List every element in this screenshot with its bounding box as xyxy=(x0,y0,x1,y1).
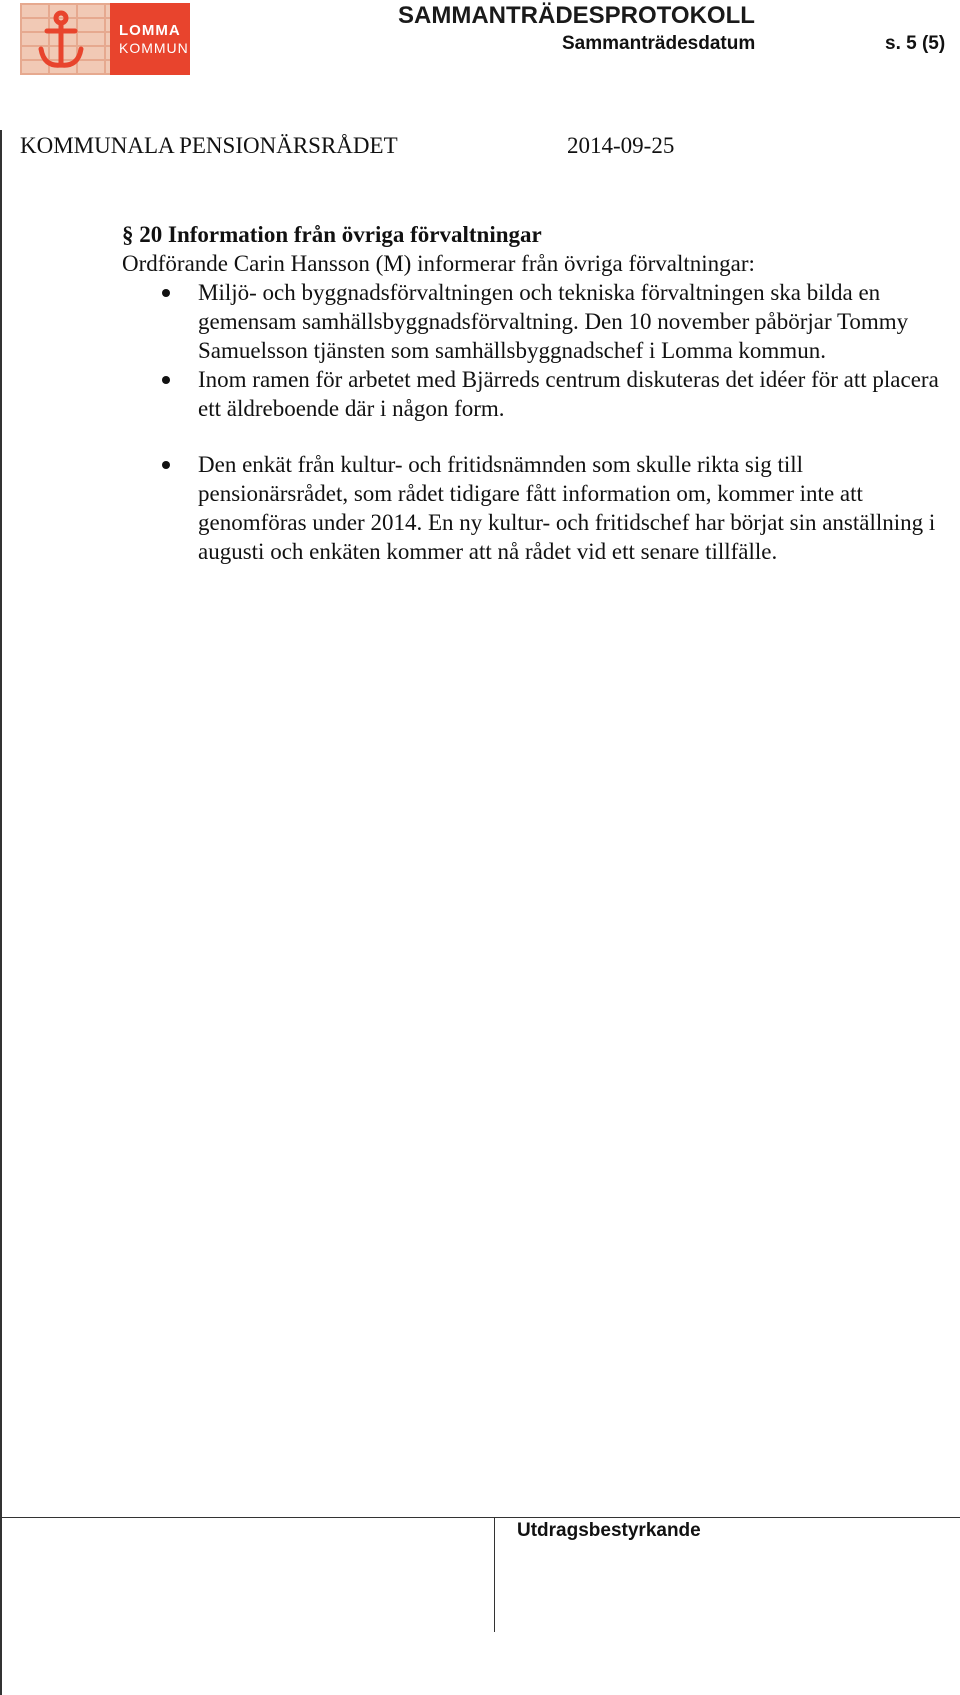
left-margin-rule xyxy=(0,130,2,1695)
logo-text-kommun: KOMMUN xyxy=(119,40,189,56)
list-item-text: Miljö- och byggnadsförvaltningen och tekniska förvaltningen ska bilda en gemensam samhällsbyggnadsförvaltning. Den 10 november påbörjar Tommy Samuelsson tjänsten som samhällsbyggnadschef i Lomma kommun. xyxy=(198,280,909,363)
minutes-section xyxy=(122,220,942,566)
list-item xyxy=(122,365,942,423)
certification-label: Utdragsbestyrkande xyxy=(517,1520,701,1541)
section-heading: § 20 Information från övriga förvaltningar xyxy=(122,222,542,247)
meeting-organ: KOMMUNALA PENSIONÄRSRÅDET xyxy=(20,133,398,158)
section-intro: Ordförande Carin Hansson (M) informerar från övriga förvaltningar: xyxy=(122,251,755,276)
footer-rule xyxy=(0,1517,960,1518)
page-number: s. 5 (5) xyxy=(885,33,946,54)
anchor-icon xyxy=(36,9,86,71)
meeting-date-label: Sammanträdesdatum xyxy=(562,33,756,54)
logo-text-lomma: LOMMA xyxy=(119,22,181,39)
bullet-icon xyxy=(162,461,170,469)
lomma-kommun-logo xyxy=(20,3,190,75)
document-type-title: SAMMANTRÄDESPROTOKOLL xyxy=(398,2,755,29)
footer-divider xyxy=(494,1517,495,1632)
logo-brand-box xyxy=(110,3,190,75)
list-item xyxy=(122,450,942,566)
bullet-icon xyxy=(162,289,170,297)
meeting-date: 2014-09-25 xyxy=(567,133,675,158)
bullet-icon xyxy=(162,376,170,384)
list-item xyxy=(122,278,942,365)
list-item-text: Inom ramen för arbetet med Bjärreds centrum diskuteras det idéer för att placera ett äldreboende där i någon form. xyxy=(198,367,939,421)
information-list xyxy=(122,278,942,566)
list-item-text: Den enkät från kultur- och fritidsnämnden som skulle rikta sig till pensionärsrådet, som rådet tidigare fått information om, kommer inte att genomföras under 2014. En ny kultur- och fritidschef har börjat sin anställning i augusti och enkäten kommer att nå rådet vid ett senare tillfälle. xyxy=(198,452,936,564)
